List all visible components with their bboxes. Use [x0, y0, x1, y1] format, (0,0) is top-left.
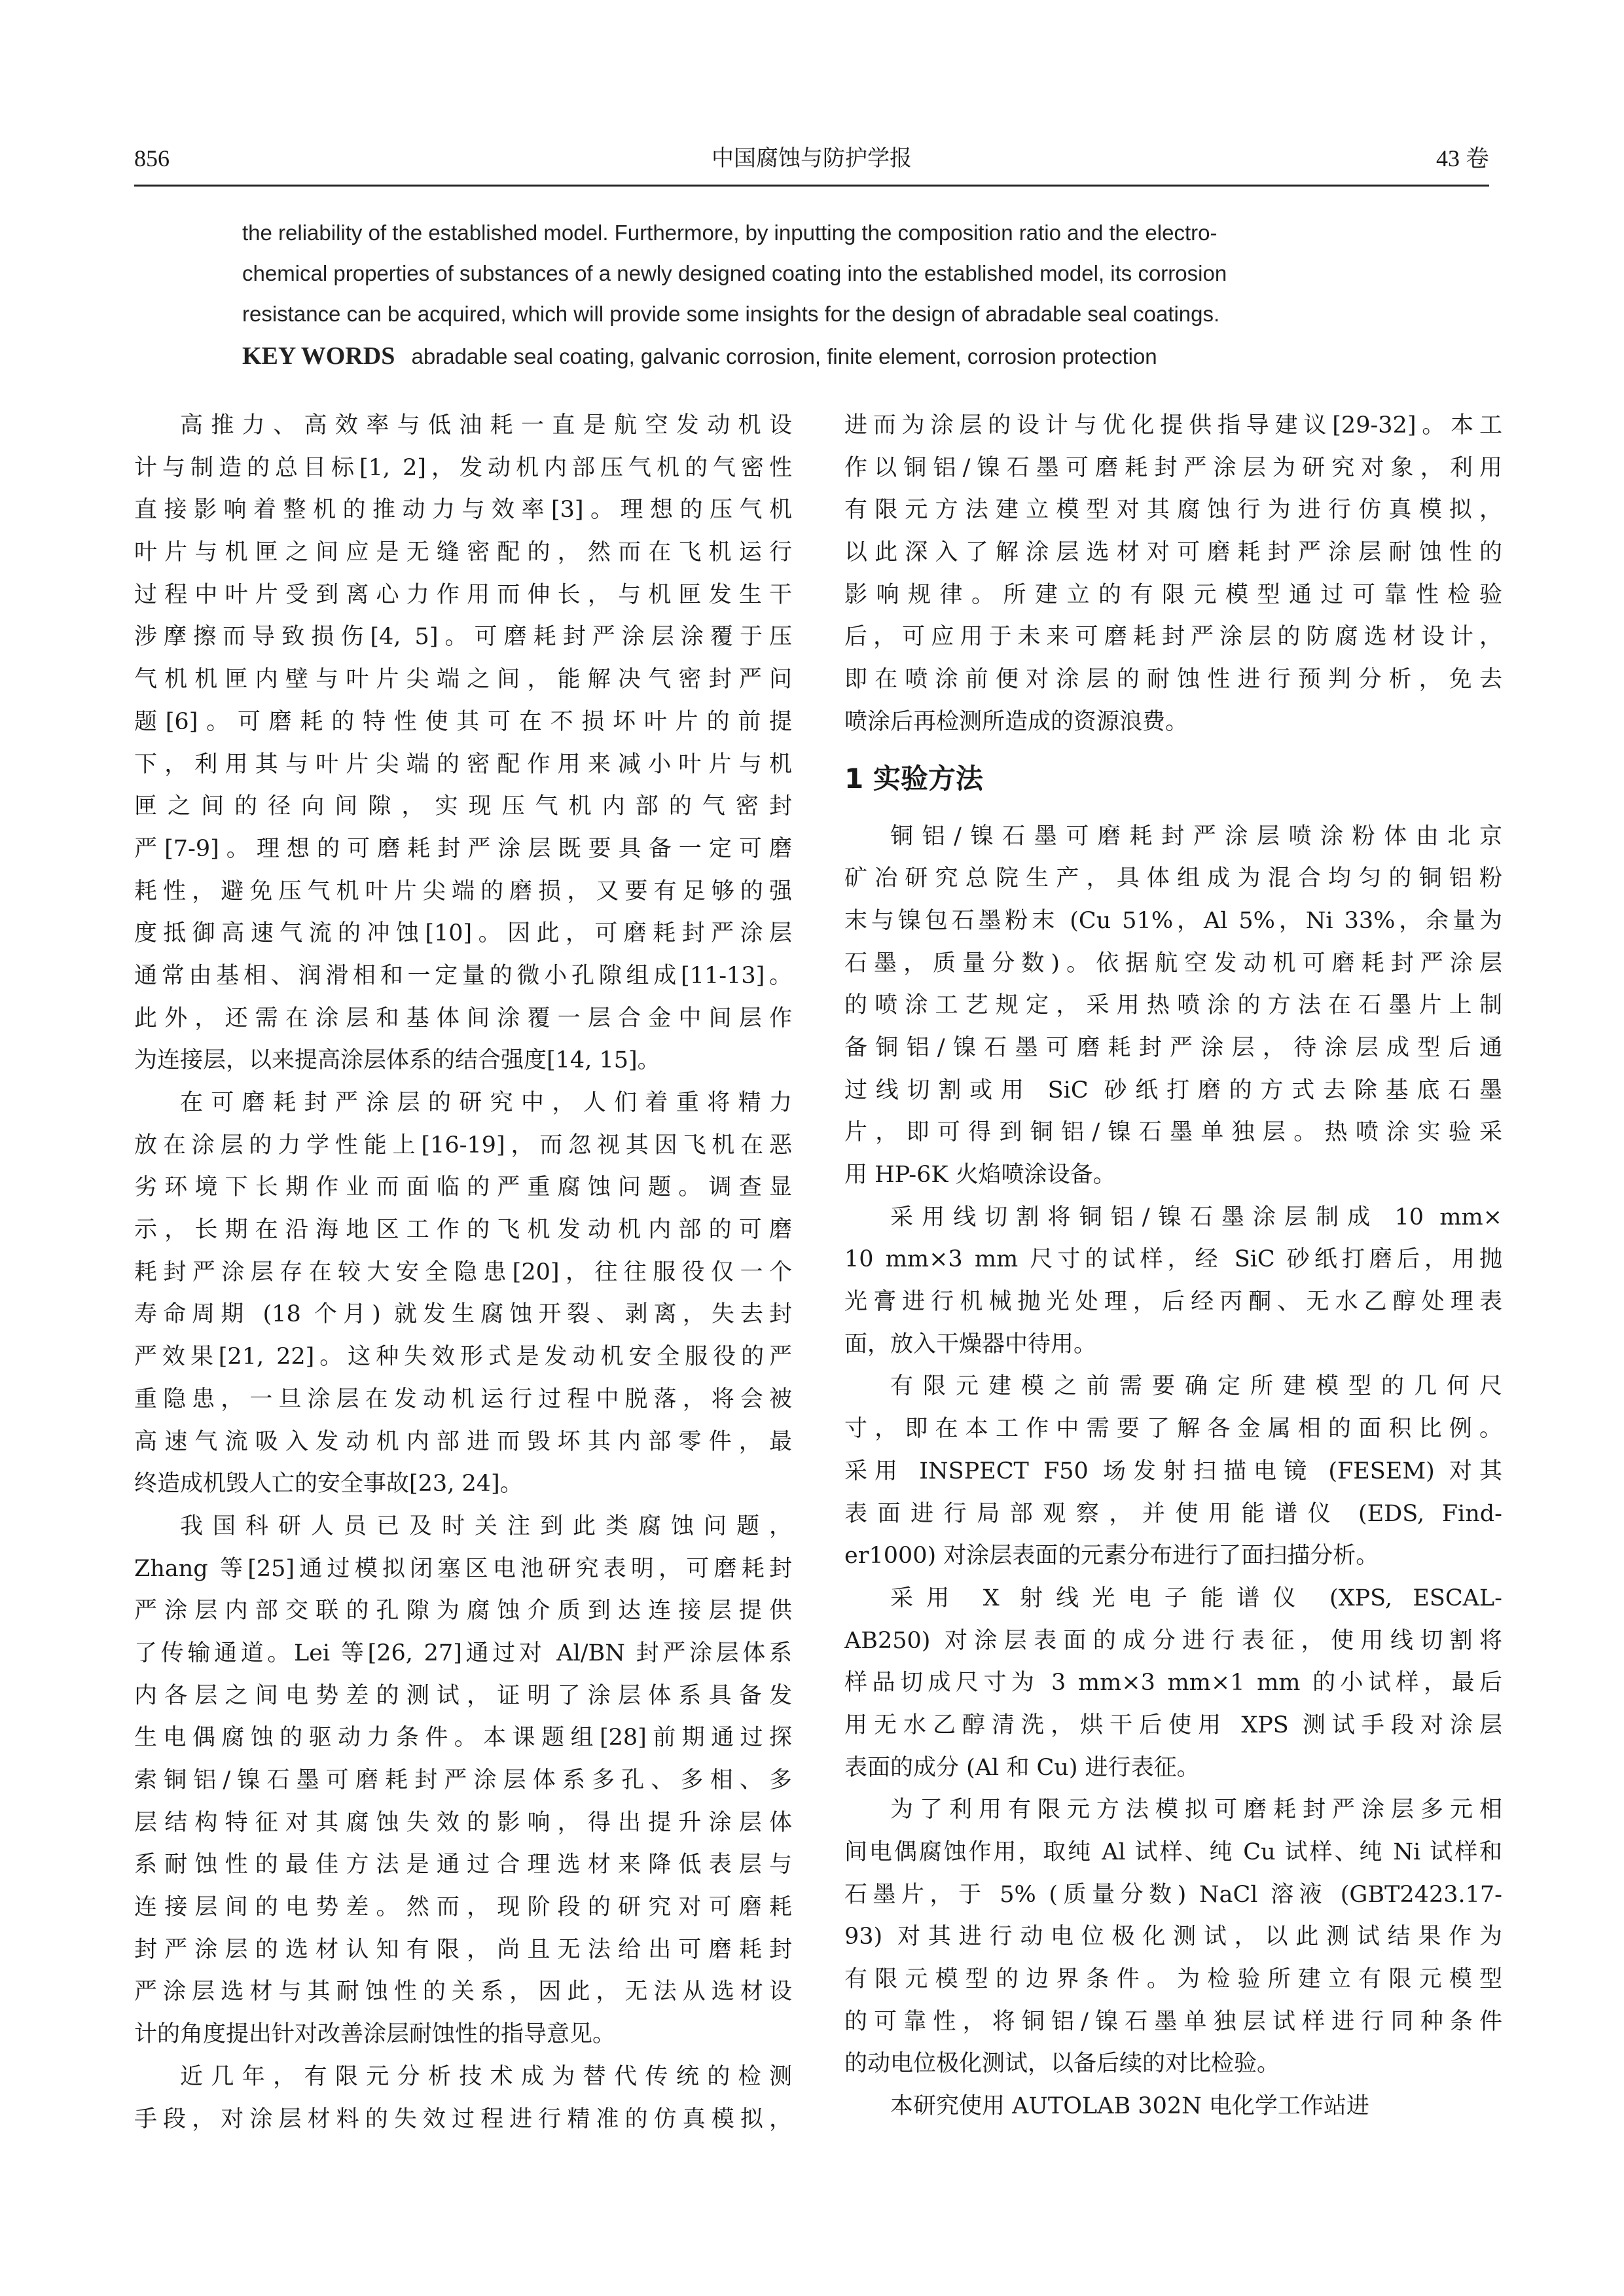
body-line: 本研究使用 AUTOLAB 302N 电化学工作站进 — [890, 2093, 1369, 2120]
body-line: 了传输通道。Lei 等[26, 27]通过对 Al/BN 封严涂层体系 — [134, 1640, 792, 1666]
body-line: 过线切割或用 SiC 砂纸打磨的方式去除基底石墨 — [844, 1077, 1502, 1103]
body-line: 层结构特征对其腐蚀失效的影响，得出提升涂层体 — [134, 1809, 792, 1836]
abstract-line: the reliability of the established model. Furthermore, by inputting the composition ratio and the electro- — [242, 221, 1218, 245]
body-line: 通常由基相、润滑相和一定量的微小孔隙组成[11-13]。 — [134, 962, 792, 989]
body-line: 后，可应用于未来可磨耗封严涂层的防腐选材设计， — [844, 624, 1502, 651]
body-line: 末与镍包石墨粉末 (Cu 51%，Al 5%，Ni 33%，余量为 — [844, 907, 1502, 934]
body-line: 有限元建模之前需要确定所建模型的几何尺 — [890, 1373, 1502, 1400]
body-line: 严涂层选材与其耐蚀性的关系，因此，无法从选材设 — [134, 1979, 792, 2005]
abstract-line: resistance can be acquired, which will provide some insights for the design of abradable seal coatings. — [242, 302, 1220, 326]
body-line: 有限元模型的边界条件。为检验所建立有限元模型 — [844, 1966, 1502, 1993]
body-line: 高速气流吸入发动机内部进而毁坏其内部零件，最 — [134, 1428, 792, 1455]
body-line: 计的角度提出针对改善涂层耐蚀性的指导意见。 — [134, 2021, 616, 2048]
abstract-line: chemical properties of substances of a newly designed coating into the established model, its corrosion — [242, 261, 1227, 285]
body-line: 我国科研人员已及时关注到此类腐蚀问题， — [180, 1513, 792, 1539]
page-number: 856 — [134, 145, 170, 171]
body-line: 用无水乙醇清洗，烘干后使用 XPS 测试手段对涂层 — [844, 1712, 1502, 1738]
body-line: 手段，对涂层材料的失效过程进行精准的仿真模拟， — [134, 2106, 792, 2132]
body-line: 为连接层，以来提高涂层体系的结合强度[14, 15]。 — [134, 1047, 660, 1074]
body-line: 的喷涂工艺规定，采用热喷涂的方法在石墨片上制 — [844, 992, 1502, 1019]
body-line: 耗性，避免压气机叶片尖端的磨损，又要有足够的强 — [134, 878, 792, 905]
body-line: 终造成机毁人亡的安全事故[23, 24]。 — [134, 1471, 523, 1498]
body-line: 近几年，有限元分析技术成为替代传统的检测 — [180, 2063, 792, 2090]
body-line: 采用 X 射线光电子能谱仪 (XPS, ESCAL- — [890, 1585, 1502, 1611]
body-line: 的动电位极化测试，以备后续的对比检验。 — [844, 2051, 1280, 2077]
body-line: 采用线切割将铜铝/镍石墨涂层制成 10 mm× — [890, 1204, 1502, 1230]
body-line: 铜铝/镍石墨可磨耗封严涂层喷涂粉体由北京 — [890, 823, 1502, 850]
body-line: AB250) 对涂层表面的成分进行表征，使用线切割将 — [844, 1627, 1502, 1654]
body-line: 采用 INSPECT F50 场发射扫描电镜 (FESEM) 对其 — [844, 1458, 1502, 1484]
running-header — [134, 137, 1489, 187]
body-line: 即在喷涂前便对涂层的耐蚀性进行预判分析，免去 — [844, 666, 1502, 693]
section-heading: 1 实验方法 — [844, 762, 983, 795]
body-line: 此外，还需在涂层和基体间涂覆一层合金中间层作 — [134, 1005, 792, 1031]
body-line: 系耐蚀性的最佳方法是通过合理选材来降低表层与 — [134, 1852, 792, 1878]
body-line: 严[7-9]。理想的可磨耗封严涂层既要具备一定可磨 — [134, 835, 792, 862]
body-line: 光膏进行机械抛光处理，后经丙酮、无水乙醇处理表 — [844, 1289, 1502, 1316]
body-line: 面，放入干燥器中待用。 — [844, 1331, 1097, 1357]
body-line: 在可磨耗封严涂层的研究中，人们着重将精力 — [180, 1090, 792, 1116]
body-line: 用 HP-6K 火焰喷涂设备。 — [844, 1162, 1116, 1188]
body-line: 题[6]。可磨耗的特性使其可在不损坏叶片的前提 — [134, 708, 792, 735]
body-line: 放在涂层的力学性能上[16-19]，而忽视其因飞机在恶 — [134, 1132, 792, 1158]
right-body-column — [844, 404, 1502, 2128]
body-line: er1000) 对涂层表面的元素分布进行了面扫描分析。 — [844, 1543, 1379, 1570]
body-line: 为了利用有限元方法模拟可磨耗封严涂层多元相 — [890, 1797, 1502, 1823]
keywords-text: abradable seal coating, galvanic corrosion, finite element, corrosion protection — [411, 344, 1157, 368]
body-line: 表面的成分 (Al 和 Cu) 进行表征。 — [844, 1754, 1200, 1781]
body-line: 索铜铝/镍石墨可磨耗封严涂层体系多孔、多相、多 — [134, 1767, 792, 1793]
body-line: 气机机匣内壁与叶片尖端之间，能解决气密封严问 — [134, 666, 792, 693]
body-line: 耗封严涂层存在较大安全隐患[20]，往往服役仅一个 — [134, 1259, 792, 1285]
body-line: 石墨片，于 5% (质量分数) NaCl 溶液 (GBT2423.17- — [844, 1881, 1502, 1908]
body-line: 生电偶腐蚀的驱动力条件。本课题组[28]前期通过探 — [134, 1725, 792, 1751]
body-line: 封严涂层的选材认知有限，尚且无法给出可磨耗封 — [134, 1936, 792, 1963]
body-line: 劣环境下长期作业而面临的严重腐蚀问题。调查显 — [134, 1174, 792, 1201]
body-line: 矿冶研究总院生产，具体组成为混合均匀的铜铝粉 — [844, 865, 1502, 892]
english-abstract-tail — [242, 213, 1414, 377]
body-line: 下，利用其与叶片尖端的密配作用来减小叶片与机 — [134, 751, 792, 778]
body-line: 作以铜铝/镍石墨可磨耗封严涂层为研究对象，利用 — [844, 454, 1502, 481]
body-line: 10 mm×3 mm 尺寸的试样，经 SiC 砂纸打磨后，用抛 — [844, 1246, 1502, 1273]
body-line: 样品切成尺寸为 3 mm×3 mm×1 mm 的小试样，最后 — [844, 1670, 1502, 1696]
body-line: 片，即可得到铜铝/镍石墨单独层。热喷涂实验采 — [844, 1119, 1502, 1146]
body-line: 以此深入了解涂层选材对可磨耗封严涂层耐蚀性的 — [844, 539, 1502, 566]
keywords-label: KEY WORDS — [242, 342, 395, 370]
body-line: 高推力、高效率与低油耗一直是航空发动机设 — [180, 412, 792, 439]
body-line: 喷涂后再检测所造成的资源浪费。 — [844, 708, 1189, 735]
body-line: 示，长期在沿海地区工作的飞机发动机内部的可磨 — [134, 1217, 792, 1244]
body-line: 重隐患，一旦涂层在发动机运行过程中脱落，将会被 — [134, 1386, 792, 1412]
body-line: 表面进行局部观察，并使用能谱仪 (EDS, Find- — [844, 1500, 1502, 1527]
body-line: 的可靠性，将铜铝/镍石墨单独层试样进行同种条件 — [844, 2008, 1502, 2035]
body-line: 度抵御高速气流的冲蚀[10]。因此，可磨耗封严涂层 — [134, 920, 792, 947]
body-line: 间电偶腐蚀作用，取纯 Al 试样、纯 Cu 试样、纯 Ni 试样和 — [844, 1839, 1502, 1865]
body-line: 叶片与机匣之间应是无缝密配的，然而在飞机运行 — [134, 539, 792, 566]
body-line: 有限元方法建立模型对其腐蚀行为进行仿真模拟， — [844, 497, 1502, 524]
body-line: 石墨，质量分数)。依据航空发动机可磨耗封严涂层 — [844, 950, 1502, 977]
body-line: 寿命周期 (18 个月) 就发生腐蚀开裂、剥离，失去封 — [134, 1301, 792, 1328]
journal-title: 中国腐蚀与防护学报 — [712, 145, 912, 171]
body-line: 寸，即在本工作中需要了解各金属相的面积比例。 — [844, 1416, 1502, 1443]
body-line: 严涂层内部交联的孔隙为腐蚀介质到达连接层提供 — [134, 1598, 792, 1624]
body-line: 涉摩擦而导致损伤[4, 5]。可磨耗封严涂层涂覆于压 — [134, 624, 792, 651]
body-line: 连接层间的电势差。然而，现阶段的研究对可磨耗 — [134, 1894, 792, 1921]
volume-number: 43 卷 — [1435, 145, 1489, 171]
body-line: 严效果[21, 22]。这种失效形式是发动机安全服役的严 — [134, 1344, 792, 1371]
left-body-column — [134, 404, 792, 2140]
body-line: 直接影响着整机的推动力与效率[3]。理想的压气机 — [134, 497, 792, 524]
body-line: Zhang 等[25]通过模拟闭塞区电池研究表明，可磨耗封 — [134, 1555, 792, 1582]
body-line: 过程中叶片受到离心力作用而伸长，与机匣发生干 — [134, 581, 792, 608]
body-line: 进而为涂层的设计与优化提供指导建议[29-32]。本工 — [844, 412, 1502, 439]
body-line: 备铜铝/镍石墨可磨耗封严涂层，待涂层成型后通 — [844, 1034, 1502, 1061]
keywords-row — [242, 336, 1414, 377]
body-line: 内各层之间电势差的测试，证明了涂层体系具备发 — [134, 1682, 792, 1709]
body-line: 匣之间的径向间隙，实现压气机内部的气密封 — [134, 793, 792, 820]
body-line: 93) 对其进行动电位极化测试，以此测试结果作为 — [844, 1924, 1502, 1950]
body-line: 计与制造的总目标[1, 2]，发动机内部压气机的气密性 — [134, 454, 792, 481]
body-line: 影响规律。所建立的有限元模型通过可靠性检验 — [844, 581, 1502, 608]
